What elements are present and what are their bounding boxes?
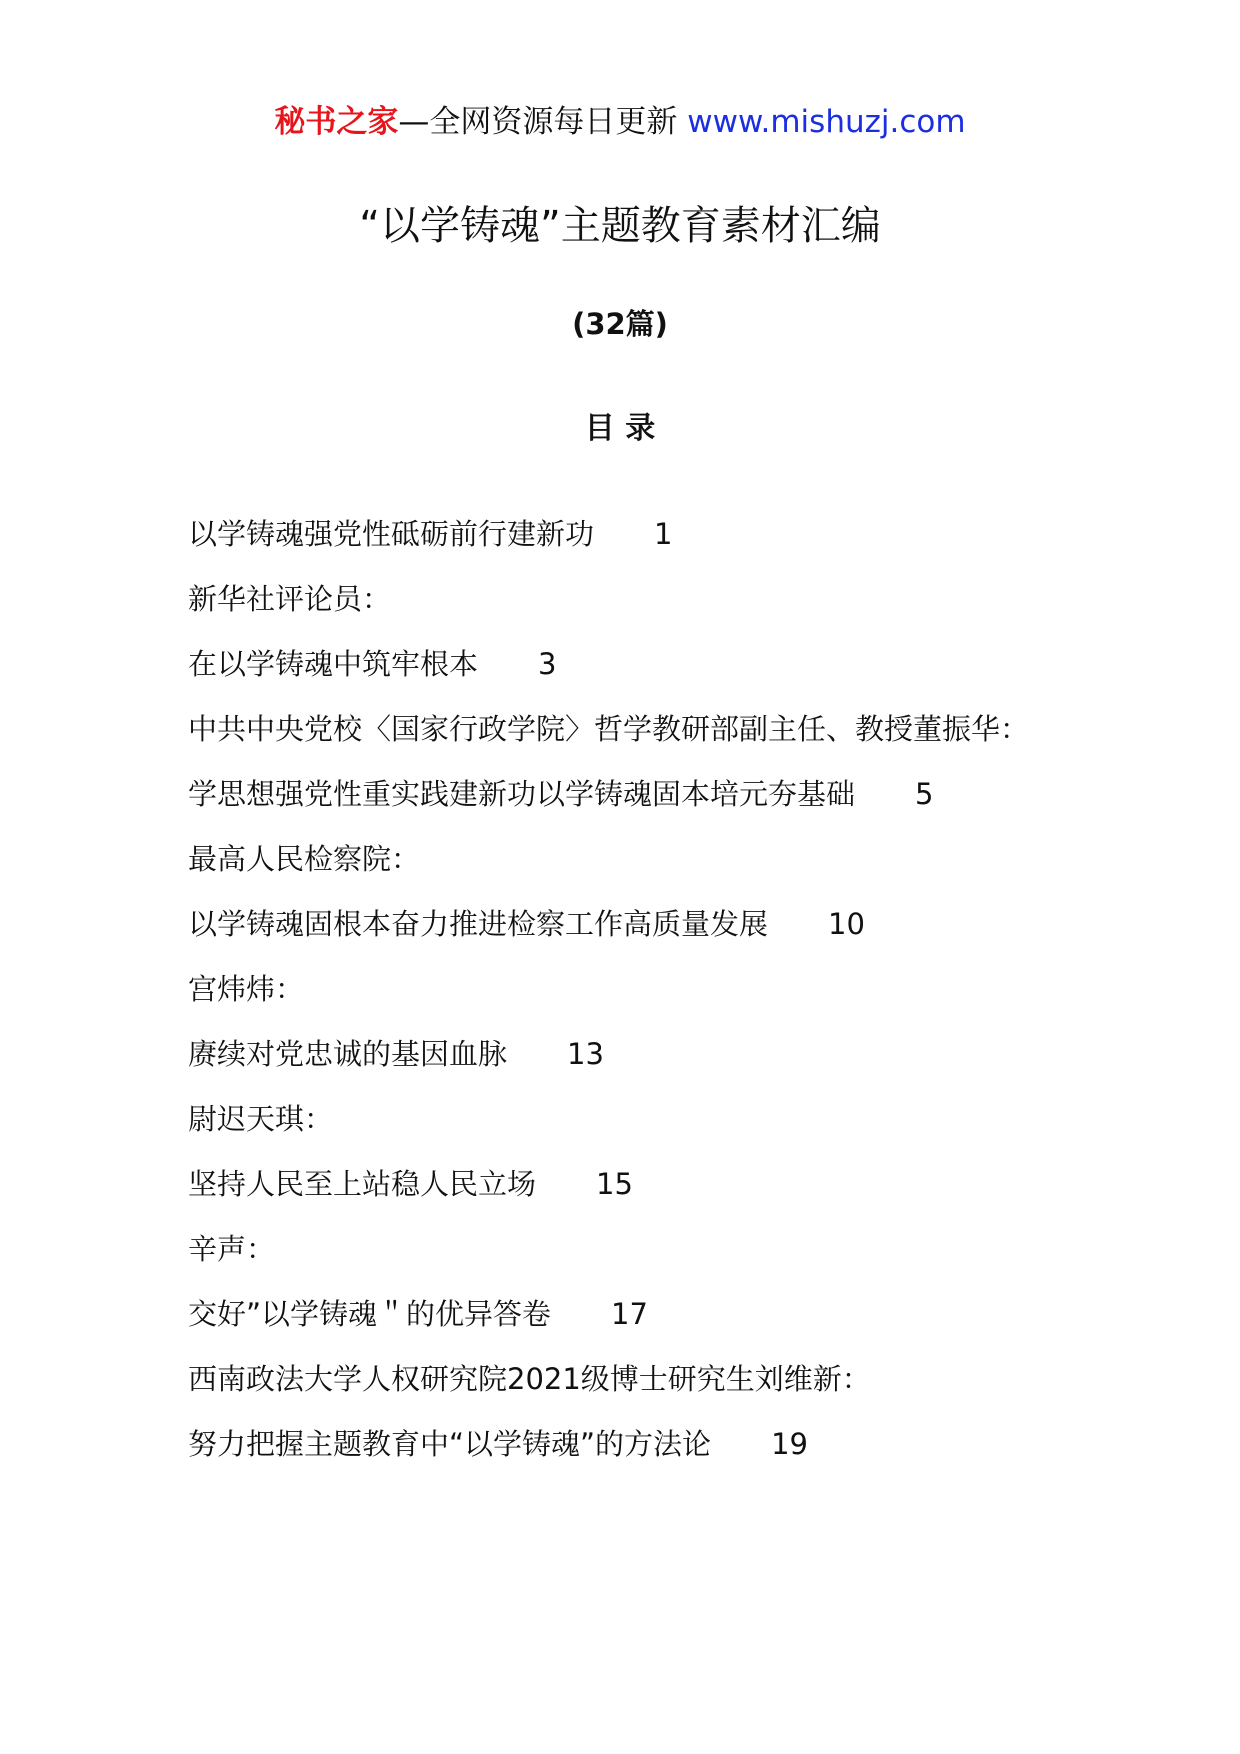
toc-page-number: 17 <box>611 1297 648 1331</box>
document-title: “以学铸魂”主题教育素材汇编 <box>359 203 881 249</box>
toc-author-7 <box>188 1347 1058 1412</box>
toc-entry-2[interactable] <box>188 632 1058 697</box>
toc-entry-title: 交好”以学铸魂＂的优异答卷 <box>188 1297 552 1331</box>
toc-heading: 目 录 <box>584 411 656 446</box>
toc-entry-title: 以学铸魂强党性砥砺前行建新功 <box>188 517 595 551</box>
toc-entry-7[interactable] <box>188 1282 1058 1347</box>
toc-entry-title: 以学铸魂固根本奋力推进检察工作高质量发展 <box>188 907 769 941</box>
toc-entry-8[interactable] <box>188 1412 1058 1477</box>
site-header <box>0 100 1240 144</box>
brand-name: 秘书之家 <box>274 104 399 140</box>
article-count: (32篇) <box>572 307 668 341</box>
toc-entry-title: 坚持人民至上站稳人民立场 <box>188 1167 537 1201</box>
toc-entry-1[interactable] <box>188 502 1058 567</box>
toc-author-name: 新华社评论员： <box>188 582 392 616</box>
toc-page-number: 5 <box>915 777 934 811</box>
toc-page-number: 19 <box>771 1427 808 1461</box>
toc-author-3 <box>188 827 1058 892</box>
toc-author-1 <box>188 567 1058 632</box>
toc-page-number: 3 <box>538 647 557 681</box>
toc-entry-title: 学思想强党性重实践建新功以学铸魂固本培元夯基础 <box>188 777 856 811</box>
toc-author-4 <box>188 957 1058 1022</box>
toc-author-name: 最高人民检察院： <box>188 842 421 876</box>
toc-author-6 <box>188 1217 1058 1282</box>
toc-entry-title: 在以学铸魂中筑牢根本 <box>188 647 479 681</box>
toc-entry-4[interactable] <box>188 892 1058 957</box>
toc-author-5 <box>188 1087 1058 1152</box>
toc-page-number: 15 <box>596 1167 633 1201</box>
toc-author-name: 尉迟天琪： <box>188 1102 334 1136</box>
toc-author-2 <box>188 697 1058 762</box>
toc-entry-title: 努力把握主题教育中“以学铸魂”的方法论 <box>188 1427 712 1461</box>
toc-author-name: 辛声： <box>188 1232 276 1266</box>
table-of-contents <box>188 502 1058 1477</box>
toc-entry-title: 赓续对党忠诚的基因血脉 <box>188 1037 508 1071</box>
header-slogan: —全网资源每日更新 <box>398 104 678 140</box>
toc-entry-6[interactable] <box>188 1152 1058 1217</box>
toc-author-name: 宫炜炜： <box>188 972 305 1006</box>
toc-page-number: 13 <box>567 1037 604 1071</box>
toc-entry-3[interactable] <box>188 762 1058 827</box>
toc-author-name: 西南政法大学人权研究院2021级博士研究生刘维新： <box>188 1362 871 1396</box>
toc-page-number: 10 <box>828 907 865 941</box>
toc-page-number: 1 <box>654 517 673 551</box>
toc-author-name: 中共中央党校〈国家行政学院〉哲学教研部副主任、教授董振华： <box>188 712 1030 746</box>
site-url[interactable]: www.mishuzj.com <box>687 104 966 140</box>
toc-entry-5[interactable] <box>188 1022 1058 1087</box>
